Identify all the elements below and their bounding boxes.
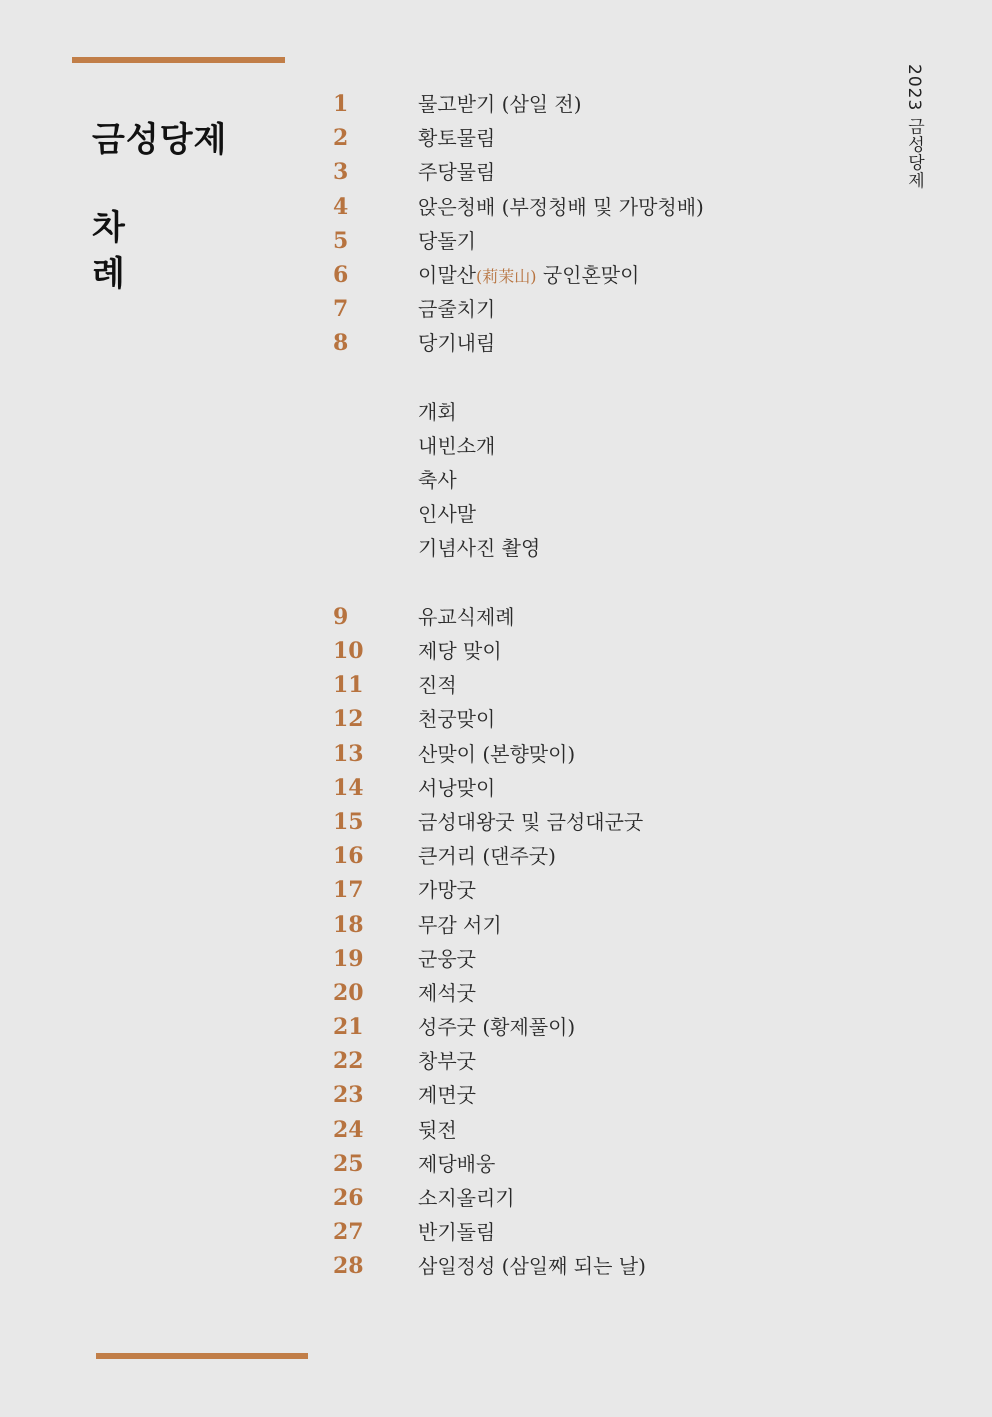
toc-label: 황토물림 [418, 126, 496, 151]
toc-number: 4 [333, 193, 349, 220]
toc-item [0, 976, 992, 1010]
bottom-accent-rule [96, 1353, 308, 1359]
toc-item [0, 668, 992, 702]
toc-item [0, 497, 992, 531]
toc-number: 13 [333, 740, 364, 767]
toc-label: 계면굿 [418, 1083, 476, 1108]
toc-number: 9 [333, 603, 349, 630]
section-spacer [0, 566, 992, 600]
top-accent-rule [72, 57, 285, 63]
toc-label: 당돌기 [418, 228, 476, 253]
toc-number: 25 [333, 1150, 364, 1177]
toc-number: 20 [333, 979, 364, 1006]
toc-item [0, 1010, 992, 1044]
toc-label: 앉은청배 (부정청배 및 가망청배) [418, 194, 704, 219]
toc-number: 16 [333, 843, 364, 870]
toc-label: 가망굿 [418, 878, 476, 903]
toc-number: 14 [333, 774, 364, 801]
toc-item [0, 873, 992, 907]
toc-number: 21 [333, 1014, 364, 1041]
toc-label [418, 258, 639, 294]
toc-label-rest: 궁인혼맞이 [536, 262, 640, 287]
toc-item [0, 702, 992, 736]
toc-item [0, 463, 992, 497]
toc-item [0, 942, 992, 976]
toc-item [0, 737, 992, 771]
toc-item [0, 395, 992, 429]
toc-item [0, 839, 992, 873]
toc-label: 소지올리기 [418, 1186, 515, 1210]
toc-item [0, 155, 992, 189]
toc-label: 내빈소개 [418, 433, 496, 458]
toc-label: 창부굿 [418, 1049, 476, 1074]
toc-item [0, 1113, 992, 1147]
toc-label-hanja: (莉茉山) [475, 266, 537, 286]
toc-label: 제당 맞이 [418, 639, 502, 663]
toc-item [0, 1249, 992, 1283]
toc-label: 산맞이 (본향맞이) [418, 741, 576, 766]
side-running-title: 2023 금성당제 [904, 64, 924, 190]
toc-number: 1 [333, 91, 349, 117]
toc-item [0, 258, 992, 292]
toc-label: 제당배웅 [418, 1151, 496, 1176]
toc-number: 15 [333, 808, 364, 835]
page-title: 금성당제 [92, 120, 228, 160]
toc-number: 12 [333, 706, 364, 733]
toc-item [0, 190, 992, 224]
toc-label: 물고받기 (삼일 전) [418, 92, 582, 116]
toc-label: 성주굿 (황제풀이) [418, 1015, 576, 1040]
toc-item [0, 87, 992, 121]
toc-label: 인사말 [418, 502, 476, 527]
toc-item [0, 326, 992, 360]
toc-label: 큰거리 (댄주굿) [418, 844, 556, 869]
toc-label: 금줄치기 [418, 297, 496, 322]
toc-number: 19 [333, 945, 364, 972]
toc-item [0, 429, 992, 463]
toc-item [0, 224, 992, 258]
toc-label: 삼일정성 (삼일째 되는 날) [418, 1254, 646, 1279]
toc-item [0, 908, 992, 942]
toc-item [0, 1044, 992, 1078]
table-of-contents [0, 87, 992, 1284]
toc-number: 27 [333, 1219, 364, 1246]
toc-item [0, 292, 992, 326]
toc-number: 7 [333, 296, 349, 323]
toc-label: 제석굿 [418, 980, 476, 1005]
toc-label: 무감 서기 [418, 912, 502, 937]
toc-label-main: 이말산 [418, 262, 476, 287]
toc-item [0, 1215, 992, 1249]
section-spacer [0, 361, 992, 395]
toc-number: 10 [333, 638, 364, 664]
toc-label: 진적 [418, 673, 457, 698]
toc-number: 24 [333, 1116, 364, 1143]
toc-number: 17 [333, 877, 364, 904]
toc-label: 당기내림 [418, 331, 496, 356]
toc-label: 천궁맞이 [418, 707, 496, 732]
toc-number: 18 [333, 911, 364, 938]
toc-item [0, 634, 992, 668]
toc-label: 서낭맞이 [418, 775, 496, 800]
toc-label: 유교식제례 [418, 604, 515, 629]
toc-number: 8 [333, 330, 349, 357]
toc-label: 주당물림 [418, 160, 496, 185]
toc-number: 28 [333, 1253, 364, 1280]
toc-label: 개회 [418, 399, 457, 424]
toc-number: 2 [333, 125, 349, 152]
toc-number: 22 [333, 1048, 364, 1075]
toc-item [0, 600, 992, 634]
toc-item [0, 1078, 992, 1112]
toc-number: 23 [333, 1082, 364, 1109]
toc-item [0, 805, 992, 839]
toc-item [0, 121, 992, 155]
toc-item [0, 531, 992, 565]
toc-label: 군웅굿 [418, 946, 476, 971]
toc-label: 축사 [418, 468, 457, 493]
toc-label: 기념사진 촬영 [418, 536, 541, 561]
toc-number: 26 [333, 1185, 364, 1211]
toc-label: 반기돌림 [418, 1220, 496, 1245]
page-subtitle: 차례 [92, 208, 125, 294]
toc-number: 11 [333, 672, 364, 699]
toc-item [0, 771, 992, 805]
toc-number: 3 [333, 159, 349, 186]
toc-number: 6 [333, 261, 349, 288]
toc-item [0, 1147, 992, 1181]
toc-number: 5 [333, 227, 349, 254]
toc-label: 뒷전 [418, 1117, 457, 1142]
toc-item [0, 1181, 992, 1215]
toc-label: 금성대왕굿 및 금성대군굿 [418, 809, 644, 834]
